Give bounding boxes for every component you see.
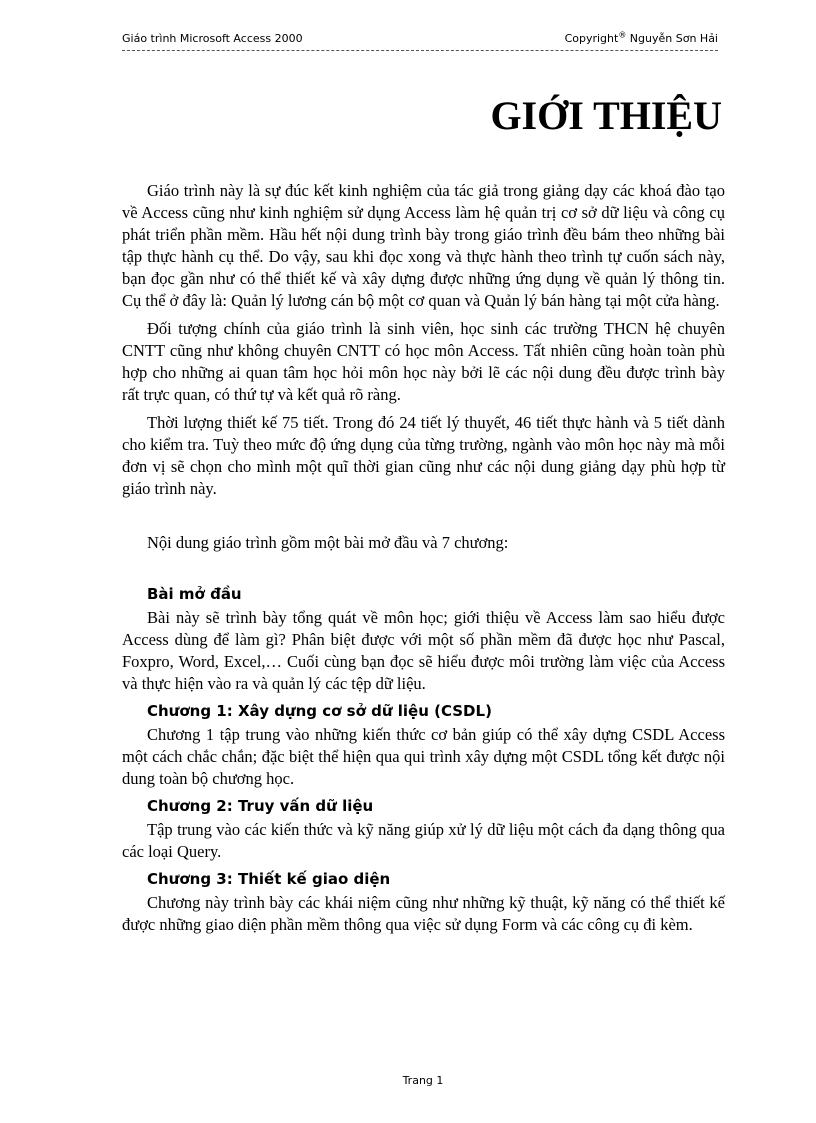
document-body [122, 180, 725, 942]
intro-paragraph: Giáo trình này là sự đúc kết kinh nghiệm của tác giả trong giảng dạy các khoá đào tạo về Access cũng như kinh nghiệm sử dụng Access làm hệ quản trị cơ sở dữ liệu và công cụ phát triển phần mềm. Hầu hết nội dung trình bày trong giáo trình đều bám theo những bài tập thực hành cụ thể. Do vậy, sau khi đọc xong và thực hành theo trình tự cuốn sách này, bạn đọc gần như có thể thiết kế và xây dựng được những ứng dụng về quản lý thông tin. Cụ thể ở đây là: Quản lý lương cán bộ một cơ quan và Quản lý bán hàng tại một cửa hàng. [122, 181, 725, 310]
contents-intro: Nội dung giáo trình gồm một bài mở đầu và 7 chương: [147, 533, 509, 552]
section-text: Chương 1 tập trung vào những kiến thức cơ bản giúp có thể xây dựng CSDL Access một cách chắc chắn; đặc biệt thể hiện qua qui trình xây dựng một CSDL tổng kết được nội dung toàn bộ chương học. [122, 725, 725, 788]
page-header [122, 30, 718, 51]
header-copyright [565, 32, 718, 46]
section-text: Chương này trình bày các khái niệm cũng như những kỹ thuật, kỹ năng có thể thiết kế được những giao diện phần mềm thông qua việc sử dụng Form và các công cụ đi kèm. [122, 893, 725, 934]
page-title: GIỚI THIỆU [490, 93, 722, 138]
intro-paragraph: Thời lượng thiết kế 75 tiết. Trong đó 24 tiết lý thuyết, 46 tiết thực hành và 5 tiết dành cho kiểm tra. Tuỳ theo mức độ ứng dụng của từng trường, ngành vào môn học này mà mỗi đơn vị sẽ chọn cho mình một quĩ thời gian cũng như các nội dung giảng dạy phù hợp từ giáo trình này. [122, 413, 725, 498]
section-heading-chapter-1: Chương 1: Xây dựng cơ sở dữ liệu (CSDL) [147, 702, 492, 720]
section-heading-chapter-3: Chương 3: Thiết kế giao diện [147, 870, 391, 888]
section-heading-intro-lesson: Bài mở đầu [147, 585, 242, 603]
section-heading-chapter-2: Chương 2: Truy vấn dữ liệu [147, 797, 374, 815]
registered-mark: ® [618, 30, 627, 40]
intro-paragraph: Đối tượng chính của giáo trình là sinh viên, học sinh các trường THCN hệ chuyên CNTT cũng như không chuyên CNTT có học môn Access. Tất nhiên cũng hoàn toàn phù hợp cho những ai quan tâm học hỏi môn học này bởi lẽ các nội dung đều được trình bày rất trực quan, có thứ tự và kết quả rõ ràng. [122, 319, 725, 404]
page-number: Trang 1 [402, 1074, 444, 1087]
author-name: Nguyễn Sơn Hải [626, 32, 718, 45]
section-text: Bài này sẽ trình bày tổng quát về môn học; giới thiệu về Access làm sao hiểu được Access dùng để làm gì? Phân biệt được với một số phần mềm đã được học như Pascal, Foxpro, Word, Excel,… Cuối cùng bạn đọc sẽ hiểu được môi trường làm việc của Access và thực hiện vào ra và quản lý các tệp dữ liệu. [122, 608, 725, 693]
copyright-label: Copyright [564, 32, 619, 45]
section-text: Tập trung vào các kiến thức và kỹ năng giúp xử lý dữ liệu một cách đa dạng thông qua các loại Query. [122, 820, 725, 861]
header-book-title: Giáo trình Microsoft Access 2000 [122, 32, 303, 45]
